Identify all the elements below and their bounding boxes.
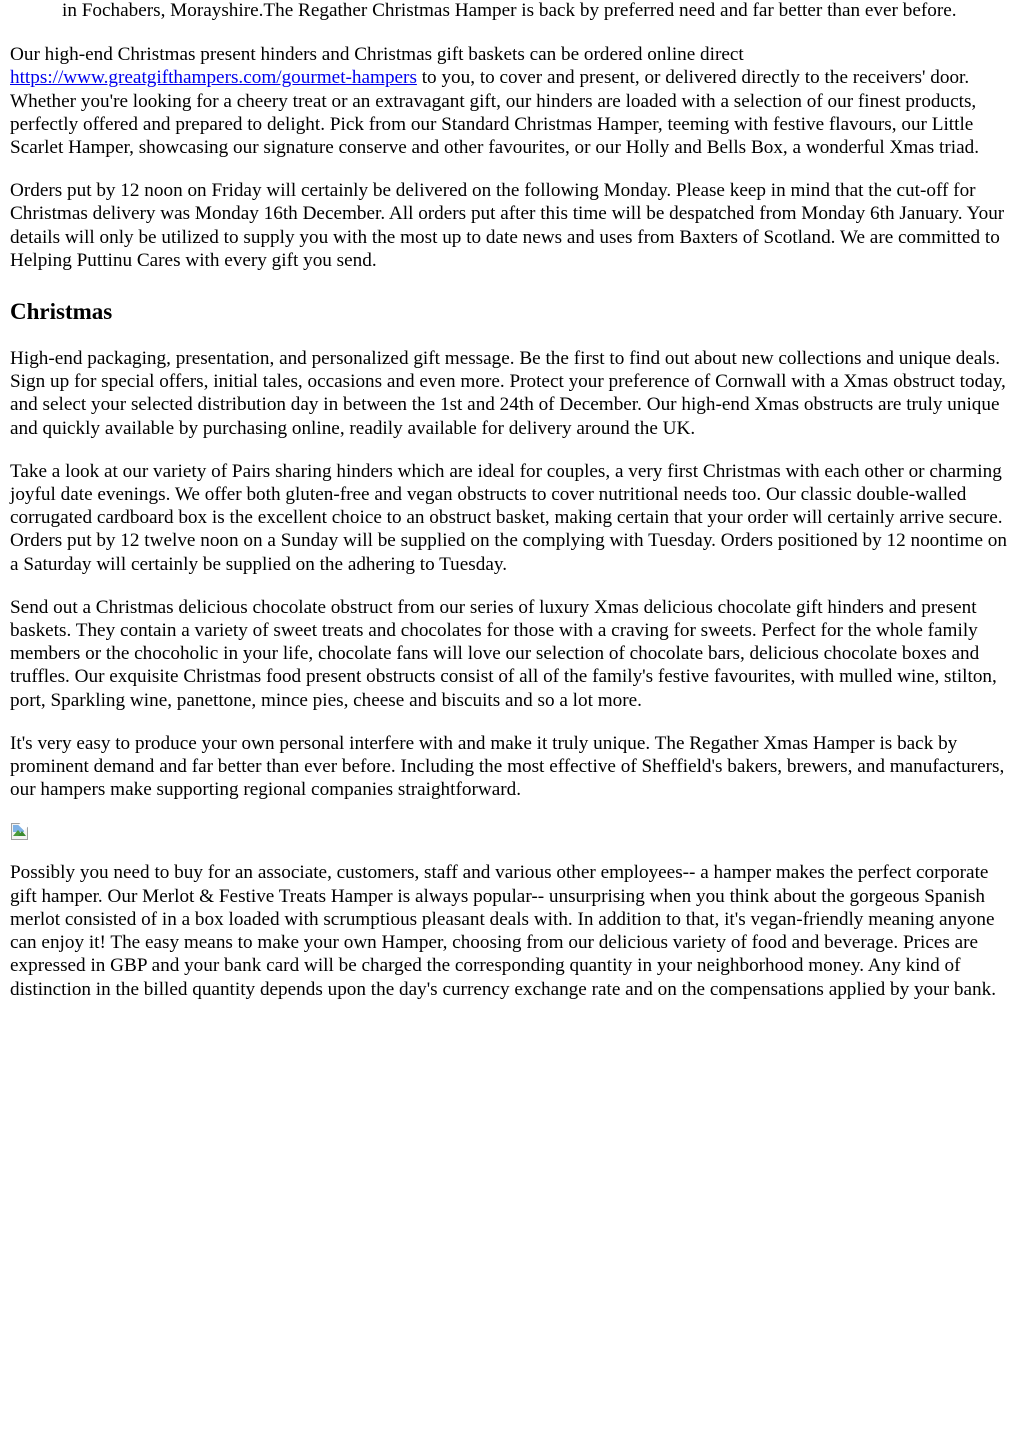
paragraph-easy-hamper: It's very easy to produce your own personal interfere with and make it truly unique. The Regather Xmas Hamper is back by prominent demand and far better than ever before. Including the most effective of Sheffield's bakers, brewers, and manufacturers, our hampers make supporting regional companies straightforward. — [10, 732, 1005, 801]
paragraph-pairs: Take a look at our variety of Pairs sharing hinders which are ideal for couples, a very first Christmas with each other or charming joyful date evenings. We offer both gluten-free and vegan obstructs to cover nutritional needs too. Our classic double-walled corrugated cardboard box is the excellent choice to an obstruct basket, making certain that your order will certainly arrive secure. Orders put by 12 twelve noon on a Sunday will be supplied on the complying with Tuesday. Orders positioned by 12 noontime on a Saturday will certainly be supplied on the adhering to Tuesday. — [10, 460, 1007, 575]
paragraph-online-text-before: Our high-end Christmas present hinders and Christmas gift baskets can be ordered online direct — [10, 44, 744, 66]
continued-text: in Fochabers, Morayshire.The Regather Christmas Hamper is back by preferred need and far better than ever before. — [62, 0, 957, 21]
paragraph-online-ordering — [10, 43, 1014, 159]
broken-image-icon — [10, 821, 30, 841]
paragraph-corporate: Possibly you need to buy for an associate, customers, staff and various other employees-- a hamper makes the perfect corporate gift hamper. Our Merlot & Festive Treats Hamper is always popular-- unsurprising when you think about the gorgeous Spanish merlot consisted of in a box loaded with scrumptious pleasant deals with. In addition to that, it's vegan-friendly meaning anyone can enjoy it! The easy means to make your own Hamper, choosing from our delicious variety of food and beverage. Prices are expressed in GBP and your bank card will be charged the corresponding quantity in your neighborhood money. Any kind of distinction in the billed quantity depends upon the day's currency exchange rate and on the compensations applied by your bank. — [10, 862, 997, 1000]
paragraph-online-text-after: to you, to cover and present, or delivered directly to the receivers' door. Whether you're looking for a cheery treat or an extravagant gift, our hinders are loaded with a selection of our finest products, perfectly offered and prepared to delight. Pick from our Standard Christmas Hamper, teeming with festive flavours, our Little Scarlet Hamper, showcasing our signature conserve and other favourites, or our Holly and Bells Box, a wonderful Xmas triad. — [10, 67, 980, 159]
gourmet-hampers-link[interactable]: https://www.greatgifthampers.com/gourmet-hampers — [10, 67, 417, 89]
paragraph-packaging: High-end packaging, presentation, and personalized gift message. Be the first to find out about new collections and unique deals. Sign up for special offers, initial tales, occasions and even more. Protect your preference of Cornwall with a Xmas obstruct today, and select your selected distribution day in between the 1st and 24th of December. Our high-end Xmas obstructs are truly unique and quickly available by purchasing online, readily available for delivery around the UK. — [10, 348, 1006, 439]
blockquote-continuation — [62, 0, 1014, 22]
paragraph-orders: Orders put by 12 noon on Friday will certainly be delivered on the following Monday. Please keep in mind that the cut-off for Christmas delivery was Monday 16th December. All orders put after this time will be despatched from Monday 6th January. Your details will only be utilized to supply you with the most up to date news and uses from Baxters of Scotland. We are committed to Helping Puttinu Cares with every gift you send. — [10, 180, 1005, 271]
section-heading-christmas: Christmas — [10, 299, 113, 325]
paragraph-chocolate: Send out a Christmas delicious chocolate obstruct from our series of luxury Xmas delicious chocolate gift hinders and present baskets. They contain a variety of sweet treats and chocolates for those with a craving for sweets. Perfect for the whole family members or the chocoholic in your life, chocolate fans will love our selection of chocolate bars, delicious chocolate boxes and truffles. Our exquisite Christmas food present obstructs consist of all of the family's festive favourites, with mulled wine, stilton, port, Sparkling wine, panettone, mince pies, cheese and biscuits and so a lot more. — [10, 596, 997, 711]
